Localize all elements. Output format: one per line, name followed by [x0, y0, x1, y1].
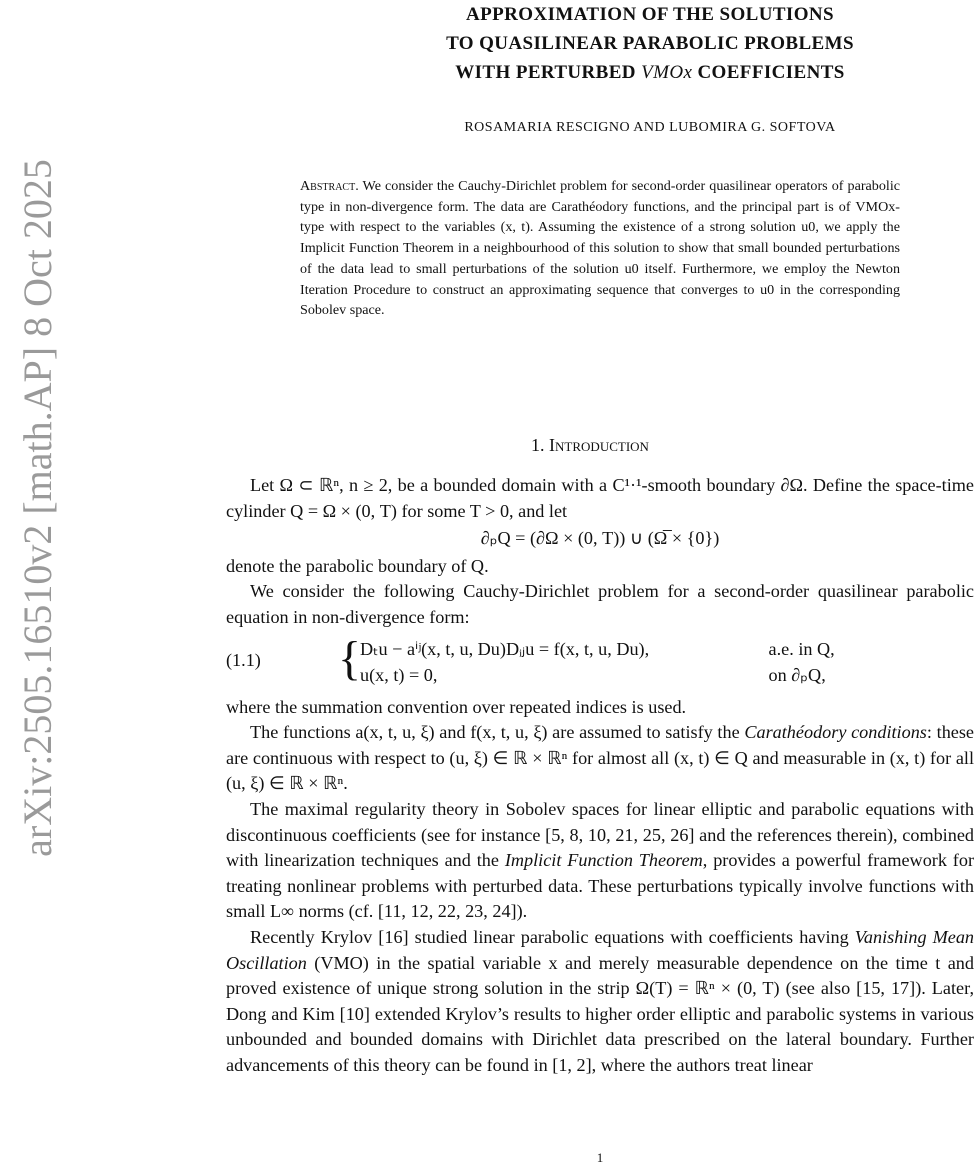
- introduction-body: [226, 473, 974, 1078]
- equation-1-1: [226, 631, 974, 691]
- equation-row-2: [360, 663, 826, 689]
- paragraph-problem-intro: We consider the following Cauchy-Dirichlet problem for a second-order quasilinear parabolic equation in non-divergence form:: [226, 581, 974, 627]
- emphasis-implicit-function-theorem: Implicit Function Theorem: [504, 850, 703, 871]
- title-line-3: WITH PERTURBED VMOx COEFFICIENTS: [455, 62, 845, 83]
- section-heading: [440, 435, 740, 456]
- title-line-1: APPROXIMATION OF THE SOLUTIONS: [466, 4, 834, 25]
- equation-parabolic-boundary: ∂ₚQ = (∂Ω × (0, T)) ∪ (Ω̅ × {0}): [480, 528, 720, 549]
- equation-row-1-lhs: Dₜu − aⁱʲ(x, t, u, Du)Dᵢⱼu = f(x, t, u, Du),: [360, 638, 650, 659]
- section-title: Introduction: [549, 435, 649, 455]
- equation-row-2-condition: on ∂ₚQ,: [768, 664, 826, 685]
- equation-brace: {: [338, 631, 362, 685]
- equation-row-2-lhs: u(x, t) = 0,: [360, 664, 438, 685]
- equation-row-1: [360, 637, 835, 663]
- emphasis-caratheodory: Carathéodory conditions: [744, 722, 927, 743]
- title-math-vmox: VMOx: [641, 62, 693, 83]
- title-line-2: TO QUASILINEAR PARABOLIC PROBLEMS: [446, 33, 854, 54]
- emphasis-vmo: Vanishing Mean Oscillation: [226, 926, 974, 973]
- arxiv-identifier-stamp: arXiv:2505.16510v2 [math.AP] 8 Oct 2025: [15, 159, 60, 857]
- equation-number: (1.1): [226, 649, 261, 670]
- author-list: ROSAMARIA RESCIGNO AND LUBOMIRA G. SOFTOVA: [464, 120, 836, 135]
- abstract: [300, 176, 900, 321]
- paragraph-regularity-theory: The maximal regularity theory in Sobolev spaces for linear elliptic and parabolic equations with discontinuous coefficients (see for instance [5, 8, 10, 21, 25, 26] and the references therein), combined with linearization techniques and the Implicit Function Theorem, provides a powerful framework for treating nonlinear problems with perturbed data. These perturbations typically involve functions with small L∞ norms (cf. [11, 12, 22, 23, 24]).: [226, 798, 974, 922]
- paragraph-domain: Let Ω ⊂ ℝⁿ, n ≥ 2, be a bounded domain with a C¹·¹-smooth boundary ∂Ω. Define the space-time cylinder Q = Ω × (0, T) for some T > 0, and let: [226, 475, 974, 521]
- page-number: 1: [596, 1150, 604, 1165]
- paragraph-krylov: Recently Krylov [16] studied linear parabolic equations with coefficients having Vanishing Mean Oscillation (VMO) in the spatial variable x and merely measurable dependence on the time t and proved existence of unique strong solution in the strip Ω(T) = ℝⁿ × (0, T) (see also [15, 17]). Later, Dong and Kim [10] extended Krylov’s results to higher order elliptic and parabolic systems in various unbounded and bounded domains with Dirichlet data prescribed on the lateral boundary. Further advancements of this theory can be found in [1, 2], where the authors treat linear: [226, 926, 974, 1075]
- paragraph-domain-continued: denote the parabolic boundary of Q.: [226, 555, 489, 576]
- abstract-label: Abstract.: [300, 178, 359, 194]
- equation-row-1-condition: a.e. in Q,: [768, 638, 835, 659]
- paragraph-summation: where the summation convention over repeated indices is used.: [226, 696, 687, 717]
- section-number: 1.: [531, 435, 545, 455]
- paragraph-caratheodory: The functions a(x, t, u, ξ) and f(x, t, u, ξ) are assumed to satisfy the Carathéodory conditions: these are continuous with respect to (u, ξ) ∈ ℝ × ℝⁿ for almost all (x, t) ∈ Q and measurable in (x, t) for all (u, ξ) ∈ ℝ × ℝⁿ.: [226, 722, 974, 794]
- paper-title: [320, 0, 974, 87]
- abstract-text: We consider the Cauchy-Dirichlet problem for second-order quasilinear operators of parabolic type in non-divergence form. The data are Carathéodory functions, and the principal part is of VMOx-type with respect to the variables (x, t). Assuming the existence of a strong solution u0, we apply the Implicit Function Theorem in a neighbourhood of this solution to show that small bounded perturbations of the data lead to small perturbations of the solution u0 itself. Furthermore, we employ the Newton Iteration Procedure to construct an approximating sequence that converges to u0 in the corresponding Sobolev space.: [300, 178, 900, 319]
